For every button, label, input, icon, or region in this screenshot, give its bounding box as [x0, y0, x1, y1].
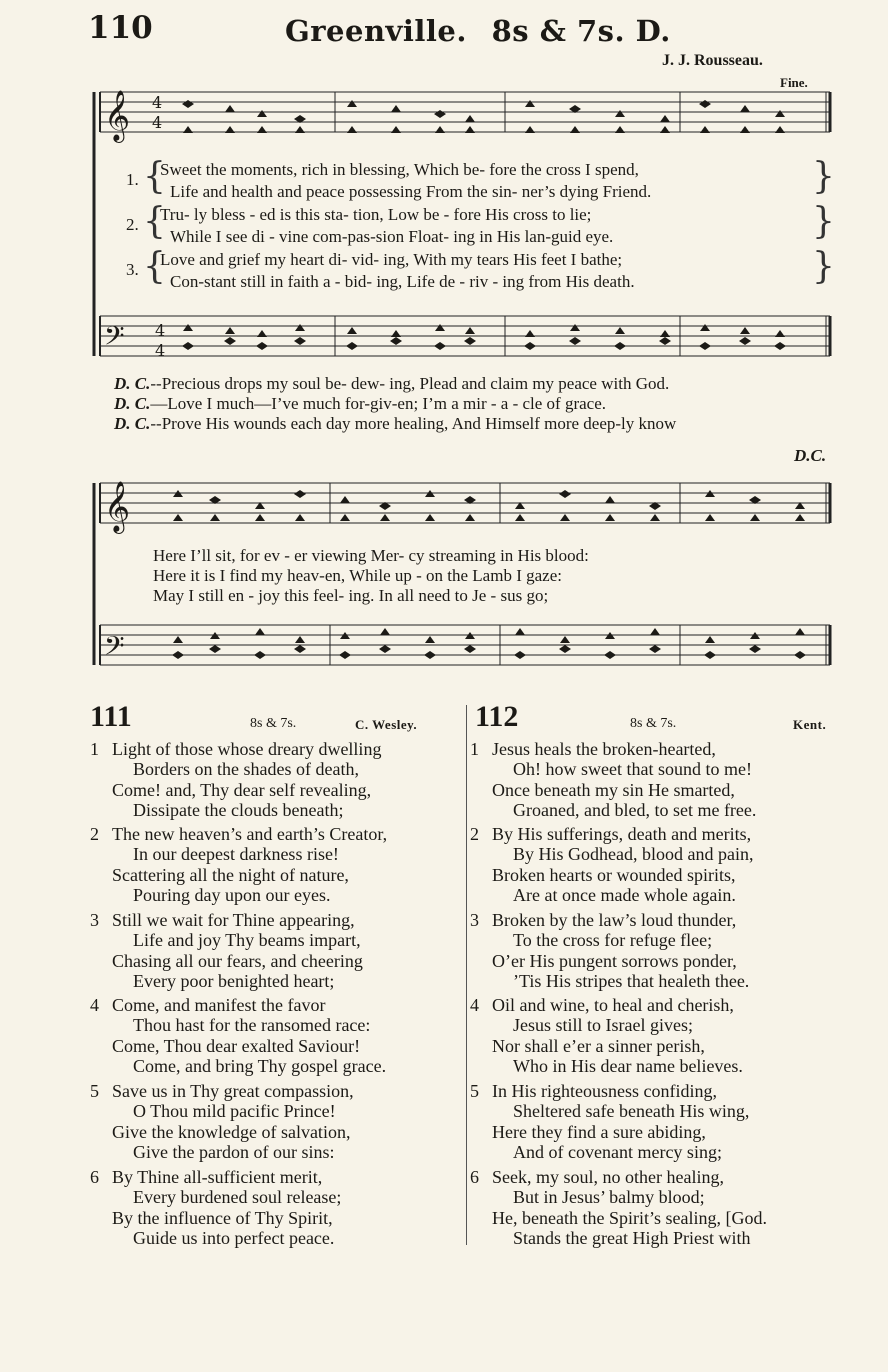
stanza-line: In our deepest darkness rise! [133, 844, 339, 865]
stanza-line: Come! and, Thy dear self revealing, [112, 779, 372, 800]
dc-text: --Precious drops my soul be- dew- ing, Plead and claim my peace with God. [150, 374, 670, 393]
stanza-line: Come, and bring Thy gospel grace. [133, 1055, 387, 1076]
shape-note [347, 126, 357, 133]
verse-number: 2. [126, 215, 139, 234]
stanza-line: But in Jesus’ balmy blood; [513, 1187, 705, 1208]
stanza-line: Nor shall e’er a sinner perish, [492, 1035, 705, 1056]
stanza-number: 5 [90, 1081, 99, 1101]
stanza-line: Give the pardon of our sins: [133, 1141, 335, 1162]
stanza-number: 5 [470, 1081, 479, 1101]
stanza [90, 995, 387, 1076]
shape-note [173, 636, 183, 643]
stanza-line: Thou hast for the ransomed race: [133, 1015, 371, 1036]
shape-note [525, 100, 535, 107]
stanza [470, 1167, 767, 1248]
stanza [470, 824, 754, 905]
shape-note [515, 514, 525, 521]
shape-note [257, 110, 267, 117]
stanza-number: 3 [90, 910, 99, 930]
refrain-lyric-line: May I still en - joy this feel- ing. In all need to Je - sus go; [153, 586, 549, 605]
shape-note [560, 514, 570, 521]
stanza [470, 910, 750, 991]
shape-note [615, 110, 625, 117]
verse-number: 1. [126, 170, 139, 189]
stanza-line: ’Tis His stripes that healeth thee. [513, 970, 750, 991]
hymn-111-header [90, 700, 460, 734]
stanza-line: By the influence of Thy Spirit, [112, 1207, 333, 1228]
stanza-line: By His sufferings, death and merits, [492, 824, 752, 844]
shape-note [182, 342, 194, 350]
clef-symbol: 4 [152, 113, 163, 132]
shape-note [225, 105, 235, 112]
shape-note [347, 100, 357, 107]
shape-note [256, 342, 268, 350]
shape-note [650, 628, 660, 635]
stanza-line: By Thine all-sufficient merit, [112, 1167, 323, 1187]
stanza-line: Still we wait for Thine appearing, [112, 910, 355, 930]
shape-note [424, 651, 436, 659]
shape-note [740, 327, 750, 334]
shape-note [605, 514, 615, 521]
shape-note [795, 514, 805, 521]
shape-note [391, 105, 401, 112]
shape-note [704, 651, 716, 659]
hymn-author: Kent. [793, 717, 827, 732]
clef-symbol: 𝄞 [104, 481, 131, 532]
clef-symbol: 𝄢 [104, 320, 125, 358]
stanza-line: Seek, my soul, no other healing, [492, 1167, 724, 1187]
stanza-number: 1 [470, 739, 479, 759]
shape-note [464, 645, 476, 653]
shape-note [749, 645, 761, 653]
shape-note [559, 490, 571, 498]
shape-note [464, 337, 476, 345]
stanza-number: 2 [470, 824, 479, 844]
stanza-line: In His righteousness confiding, [492, 1081, 717, 1101]
shape-note [750, 514, 760, 521]
shape-note [380, 514, 390, 521]
shape-note [294, 337, 306, 345]
stanza-number: 4 [90, 995, 99, 1015]
stanza-line: He, beneath the Spirit’s sealing, [God. [492, 1207, 767, 1228]
verse-brace: } [812, 201, 835, 242]
dc-text: --Prove His wounds each day more healing, And Himself more deep-ly know [150, 414, 677, 433]
dc-label: D. C. [114, 414, 151, 433]
stanza-line: Dissipate the clouds beneath; [133, 799, 344, 820]
shape-note [570, 126, 580, 133]
shape-note [172, 651, 184, 659]
shape-note [739, 337, 751, 345]
stanza-line: Once beneath my sin He smarted, [492, 779, 735, 800]
hymn-author: C. Wesley. [355, 717, 418, 732]
stanza-number: 3 [470, 910, 479, 930]
dc-lyric-line [114, 414, 676, 434]
shape-note [225, 327, 235, 334]
tune-name: Greenville. [285, 14, 467, 48]
stanza-line: Groaned, and bled, to set me free. [513, 799, 757, 820]
shape-note [515, 628, 525, 635]
shape-note [295, 324, 305, 331]
shape-note [209, 645, 221, 653]
shape-note [224, 337, 236, 345]
shape-note [700, 324, 710, 331]
shape-note [514, 651, 526, 659]
shape-note [294, 645, 306, 653]
stanza [470, 1081, 750, 1162]
shape-note [391, 126, 401, 133]
lyric-line: Love and grief my heart di- vid- ing, With my tears His feet I bathe; [160, 250, 623, 269]
stanza-line: Here they find a sure abiding, [492, 1121, 706, 1142]
shape-note [740, 126, 750, 133]
refrain-lyric-line: Here I’ll sit, for ev - er viewing Mer- cy streaming in His blood: [153, 546, 589, 565]
stanza-line: To the cross for refuge flee; [513, 930, 713, 951]
stanza [470, 995, 743, 1076]
shape-note [339, 651, 351, 659]
shape-note [183, 324, 193, 331]
stanza-line: Life and joy Thy beams impart, [133, 930, 361, 951]
shape-note [254, 651, 266, 659]
dc-label: D. C. [114, 394, 151, 413]
shape-note [775, 126, 785, 133]
shape-note [435, 126, 445, 133]
stanza-number: 2 [90, 824, 99, 844]
shape-note [660, 330, 670, 337]
tune-meter: 8s & 7s. D. [491, 14, 671, 48]
verse-brace: { [143, 156, 166, 197]
shape-note [380, 628, 390, 635]
stanza-number: 6 [90, 1167, 99, 1187]
hymn-number: 112 [475, 700, 519, 733]
shape-note [465, 126, 475, 133]
shape-note [775, 110, 785, 117]
shape-note [775, 330, 785, 337]
stanza-number: 4 [470, 995, 479, 1015]
shape-note [255, 628, 265, 635]
stanza-line: Chasing all our fears, and cheering [112, 950, 363, 971]
shape-note [346, 342, 358, 350]
shape-note [795, 628, 805, 635]
fine-mark: Fine. [780, 75, 808, 90]
shape-note [560, 636, 570, 643]
verse-brace: } [812, 246, 835, 287]
hymn-meter: 8s & 7s. [630, 716, 677, 731]
verse-brace: { [143, 246, 166, 287]
shape-note [379, 645, 391, 653]
stanza-line: Pouring day upon our eyes. [133, 884, 331, 905]
shape-note [294, 490, 306, 498]
shape-note [434, 110, 446, 118]
stanza [470, 739, 757, 820]
shape-note [774, 342, 786, 350]
stanza-line: Are at once made whole again. [513, 884, 736, 905]
refrain-lyric-line: Here it is I find my heav-en, While up - on the Lamb I gaze: [153, 566, 562, 585]
stanza-line: Sheltered safe beneath His wing, [513, 1101, 750, 1122]
shape-note [390, 337, 402, 345]
shape-note [183, 126, 193, 133]
shape-note [391, 330, 401, 337]
stanza-line: O Thou mild pacific Prince! [133, 1101, 336, 1122]
shape-note [570, 324, 580, 331]
verse-brace: { [143, 201, 166, 242]
stanza-number: 1 [90, 739, 99, 759]
shape-note [794, 651, 806, 659]
shape-note [660, 115, 670, 122]
lyric-line: Life and health and peace possessing From the sin- ner’s dying Friend. [170, 182, 652, 201]
lyric-line: Sweet the moments, rich in blessing, Which be- fore the cross I spend, [160, 160, 639, 179]
page-number: 110 [88, 10, 153, 46]
stanza-line: Come, and manifest the favor [112, 995, 326, 1015]
stanza [90, 910, 363, 991]
stanza-line: O’er His pungent sorrows ponder, [492, 950, 737, 971]
shape-note [569, 337, 581, 345]
dc-lyric-line [114, 374, 669, 394]
shape-note [210, 514, 220, 521]
shape-note [699, 342, 711, 350]
clef-symbol: 𝄢 [104, 630, 125, 668]
stanza-line: Stands the great High Priest with [513, 1227, 751, 1248]
shape-note [465, 514, 475, 521]
lyric-line: While I see di - vine com-pas-sion Float- ing in His lan-guid eye. [170, 227, 614, 246]
stanza [90, 824, 388, 905]
shape-note [435, 324, 445, 331]
stanza-number: 6 [470, 1167, 479, 1187]
clef-symbol: 𝄞 [104, 90, 131, 141]
shape-note [425, 636, 435, 643]
composer: J. J. Rousseau. [662, 52, 763, 69]
shape-note [604, 651, 616, 659]
verse-brace: } [812, 156, 835, 197]
stanza-line: Oil and wine, to heal and cherish, [492, 995, 734, 1015]
stanza-line: Borders on the shades of death, [133, 759, 359, 780]
hymn-meter: 8s & 7s. [250, 716, 297, 731]
shape-note [182, 100, 194, 108]
shape-note [615, 126, 625, 133]
shape-note [465, 327, 475, 334]
shape-note [295, 514, 305, 521]
dc-lyric-line [114, 394, 606, 414]
column-divider [466, 705, 467, 1245]
hymn-number: 111 [90, 700, 132, 733]
clef-symbol: 4 [155, 321, 166, 340]
dc-text: —Love I much—I’ve much for-giv-en; I’m a mir - a - cle of grace. [150, 394, 607, 413]
stanza-line: Jesus still to Israel gives; [513, 1015, 693, 1036]
stanza [90, 1081, 354, 1162]
stanza-line: Scattering all the night of nature, [112, 864, 349, 885]
shape-note [340, 496, 350, 503]
stanza-line: Guide us into perfect peace. [133, 1227, 335, 1248]
stanza-line: Jesus heals the broken-hearted, [492, 739, 716, 759]
shape-note [659, 337, 671, 345]
verse-number: 3. [126, 260, 139, 279]
stanza-line: By His Godhead, blood and pain, [513, 844, 754, 865]
stanza-line: Light of those whose dreary dwelling [112, 739, 382, 759]
stanza-line: Every burdened soul release; [133, 1187, 342, 1208]
shape-note [173, 514, 183, 521]
shape-note [614, 342, 626, 350]
stanza-line: The new heaven’s and earth’s Creator, [112, 824, 388, 844]
stanza-line: Broken by the law’s loud thunder, [492, 910, 737, 930]
shape-note [434, 342, 446, 350]
hymn-112-header [475, 700, 845, 734]
stanza-line: Who in His dear name believes. [513, 1055, 743, 1076]
shape-note [525, 126, 535, 133]
shape-note [649, 645, 661, 653]
stanza-line: Oh! how sweet that sound to me! [513, 759, 752, 780]
shape-note [605, 496, 615, 503]
shape-note [699, 100, 711, 108]
shape-note [347, 327, 357, 334]
stanza-line: Broken hearts or wounded spirits, [492, 864, 736, 885]
clef-symbol: 4 [155, 341, 166, 360]
lyric-line: Tru- ly bless - ed is this sta- tion, Low be - fore His cross to lie; [160, 205, 592, 224]
shape-note [705, 636, 715, 643]
shape-note [559, 645, 571, 653]
clef-symbol: 4 [152, 93, 163, 112]
dc-label: D. C. [114, 374, 151, 393]
stanza-line: Give the knowledge of salvation, [112, 1121, 351, 1142]
stanza-line: Every poor benighted heart; [133, 970, 335, 991]
dc-mark: D.C. [794, 446, 827, 465]
shape-note [257, 330, 267, 337]
shape-note [465, 115, 475, 122]
shape-note [705, 514, 715, 521]
shape-note [340, 514, 350, 521]
shape-note [650, 514, 660, 521]
shape-note [425, 514, 435, 521]
shape-note [295, 636, 305, 643]
shape-note [257, 126, 267, 133]
stanza-line: Save us in Thy great compassion, [112, 1081, 354, 1101]
stanza-line: And of covenant mercy sing; [513, 1141, 722, 1162]
shape-note [700, 126, 710, 133]
shape-note [225, 126, 235, 133]
stanza-line: Come, Thou dear exalted Saviour! [112, 1035, 361, 1056]
lyric-line: Con-stant still in faith a - bid- ing, Life de - riv - ing from His death. [170, 272, 635, 291]
shape-note [615, 327, 625, 334]
shape-note [740, 105, 750, 112]
shape-note [295, 126, 305, 133]
shape-note [525, 330, 535, 337]
stanza [90, 1167, 342, 1248]
shape-note [660, 126, 670, 133]
stanza [90, 739, 382, 820]
shape-note [255, 514, 265, 521]
shape-note [524, 342, 536, 350]
